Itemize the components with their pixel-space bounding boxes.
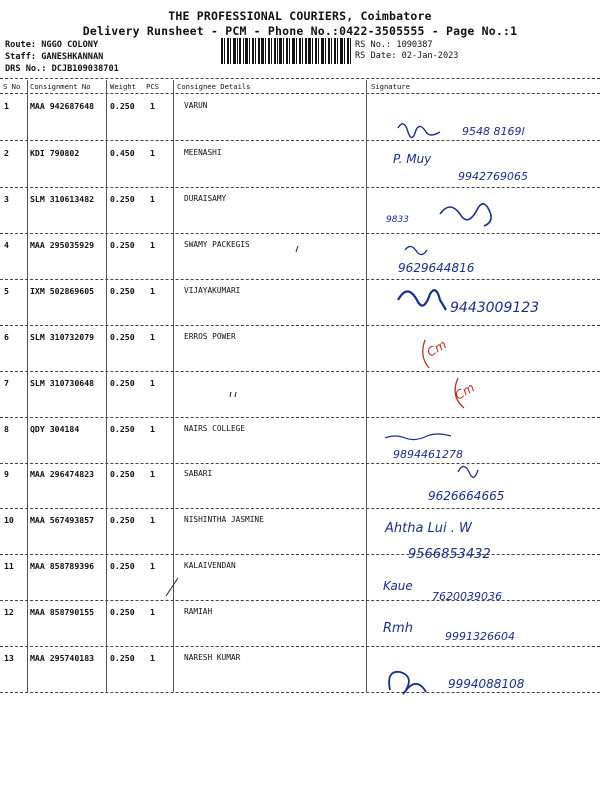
row-separator	[0, 325, 600, 326]
consignment-no: MAA 296474823	[30, 469, 95, 479]
row-separator	[0, 279, 600, 280]
consignment-no: MAA 942687648	[30, 101, 95, 111]
row-separator	[0, 554, 600, 555]
row-sno: 5	[4, 286, 9, 296]
consignment-no: MAA 567493857	[30, 515, 95, 525]
row-separator	[0, 692, 600, 693]
handwritten-signature: Ahtha Lui . W	[385, 521, 472, 536]
consignee-name: DURAISAMY	[184, 194, 227, 203]
pcs-value: 1	[150, 332, 155, 342]
row-sno: 6	[4, 332, 9, 342]
consignee-name: RAMIAH	[184, 607, 213, 616]
pcs-value: 1	[150, 607, 155, 617]
pcs-value: 1	[150, 101, 155, 111]
handwritten-phone: 9942769065	[458, 170, 528, 183]
row-sno: 4	[4, 240, 9, 250]
row-separator	[0, 646, 600, 647]
weight-value: 0.250	[110, 101, 135, 111]
row-sno: 1	[4, 101, 9, 111]
handwritten-phone: 9629644816	[398, 261, 475, 275]
row-separator	[0, 233, 600, 234]
col-weight: Weight	[110, 82, 136, 91]
handwritten-phone: 9566853432	[408, 547, 491, 562]
stray-mark	[166, 578, 178, 596]
pcs-value: 1	[150, 469, 155, 479]
weight-value: 0.250	[110, 194, 135, 204]
weight-value: 0.250	[110, 469, 135, 479]
rs-date: RS Date: 02-Jan-2023	[355, 51, 459, 61]
bracket-mark	[423, 340, 429, 368]
consignee-name: SWAMY PACKEGIS	[184, 240, 250, 249]
col-consignee: Consignee Details	[177, 82, 251, 91]
weight-value: 0.250	[110, 332, 135, 342]
col-sno: S No	[3, 82, 21, 91]
consignee-name: ERROS POWER	[184, 332, 236, 341]
pcs-value: 1	[150, 148, 155, 158]
handwritten-mark: Cm	[452, 380, 477, 403]
weight-value: 0.250	[110, 240, 135, 250]
row-sno: 13	[4, 653, 14, 663]
signature-scribble	[398, 290, 446, 310]
consignment-no: MAA 858789396	[30, 561, 95, 571]
bracket-mark	[455, 378, 464, 408]
pcs-value: 1	[150, 240, 155, 250]
pcs-value: 1	[150, 515, 155, 525]
handwritten-phone: 9894461278	[393, 448, 463, 461]
row-separator	[0, 463, 600, 464]
handwritten-phone: 9548 8169l	[462, 125, 525, 138]
row-separator	[0, 600, 600, 601]
signature-scribble	[398, 124, 440, 138]
signature-scribble	[405, 246, 427, 254]
pcs-value: 1	[150, 561, 155, 571]
barcode	[221, 38, 351, 64]
row-separator	[0, 187, 600, 188]
handwritten-phone: 9443009123	[450, 300, 540, 316]
row-sno: 10	[4, 515, 14, 525]
consignee-name: SABARI	[184, 469, 213, 478]
consignee-name: VARUN	[184, 101, 208, 110]
consignment-no: SLM 310730648	[30, 378, 95, 388]
weight-value: 0.450	[110, 148, 135, 158]
row-sno: 7	[4, 378, 9, 388]
row-separator	[0, 140, 600, 141]
weight-value: 0.250	[110, 515, 135, 525]
pcs-value: 1	[150, 378, 155, 388]
consignment-no: SLM 310613482	[30, 194, 95, 204]
pcs-value: 1	[150, 194, 155, 204]
row-sno: 2	[4, 148, 9, 158]
stray-mark	[230, 392, 236, 397]
row-separator	[0, 371, 600, 372]
handwritten-signature: Rmh	[383, 621, 413, 636]
row-sno: 3	[4, 194, 9, 204]
row-sno: 8	[4, 424, 9, 434]
row-sno: 11	[4, 561, 14, 571]
route-label: Route: NGGO COLONY	[5, 40, 99, 50]
consignee-name: KALAIVENDAN	[184, 561, 236, 570]
drs-number: DRS No.: DCJB109038701	[5, 64, 119, 74]
consignee-name: VIJAYAKUMARI	[184, 286, 241, 295]
row-sno: 9	[4, 469, 9, 479]
header-rule	[0, 93, 600, 94]
consignment-no: KDI 790802	[30, 148, 80, 158]
consignment-no: MAA 295035929	[30, 240, 95, 250]
consignment-no: QDY 304184	[30, 424, 80, 434]
handwritten-phone: 9833	[386, 215, 409, 225]
row-separator	[0, 417, 600, 418]
handwritten-initials: P. Muy	[393, 152, 432, 166]
consignment-no: MAA 295740183	[30, 653, 95, 663]
weight-value: 0.250	[110, 561, 135, 571]
runsheet-subtitle: Delivery Runsheet - PCM - Phone No.:0422-3505555 - Page No.:1	[82, 24, 518, 38]
weight-value: 0.250	[110, 653, 135, 663]
stray-mark	[296, 246, 298, 252]
signature-scribble	[440, 204, 491, 226]
col-pcs: PCS	[146, 82, 159, 91]
pcs-value: 1	[150, 653, 155, 663]
consignee-name: NARESH KUMAR	[184, 653, 241, 662]
table-top-rule	[0, 78, 600, 79]
signature-scribble	[385, 434, 451, 440]
staff-label: Staff: GANESHKANNAN	[5, 52, 104, 62]
row-separator	[0, 508, 600, 509]
handwritten-signature: Kaue	[383, 579, 413, 593]
signature-scribble	[389, 672, 426, 694]
consignment-no: MAA 858790155	[30, 607, 95, 617]
signature-scribble	[458, 466, 478, 477]
handwritten-phone: 9994088108	[448, 677, 525, 691]
weight-value: 0.250	[110, 424, 135, 434]
pcs-value: 1	[150, 424, 155, 434]
consignee-name: NISHINTHA JASMINE	[184, 515, 264, 524]
pcs-value: 1	[150, 286, 155, 296]
col-consignment: Consignment No	[30, 82, 91, 91]
company-title: THE PROFESSIONAL COURIERS, Coimbatore	[168, 9, 432, 23]
weight-value: 0.250	[110, 286, 135, 296]
handwritten-mark: Cm	[424, 337, 449, 360]
col-signature: Signature	[371, 82, 410, 91]
weight-value: 0.250	[110, 378, 135, 388]
handwritten-phone: 9991326604	[445, 630, 515, 643]
row-sno: 12	[4, 607, 14, 617]
consignment-no: IXM 502869605	[30, 286, 95, 296]
consignee-name: NAIRS COLLEGE	[184, 424, 246, 433]
weight-value: 0.250	[110, 607, 135, 617]
consignee-name: MEENASHI	[184, 148, 222, 157]
handwritten-phone: 9626664665	[428, 489, 505, 503]
rs-number: RS No.: 1090387	[355, 40, 433, 50]
consignment-no: SLM 310732079	[30, 332, 95, 342]
handwritten-phone: 7620039036	[432, 590, 502, 603]
